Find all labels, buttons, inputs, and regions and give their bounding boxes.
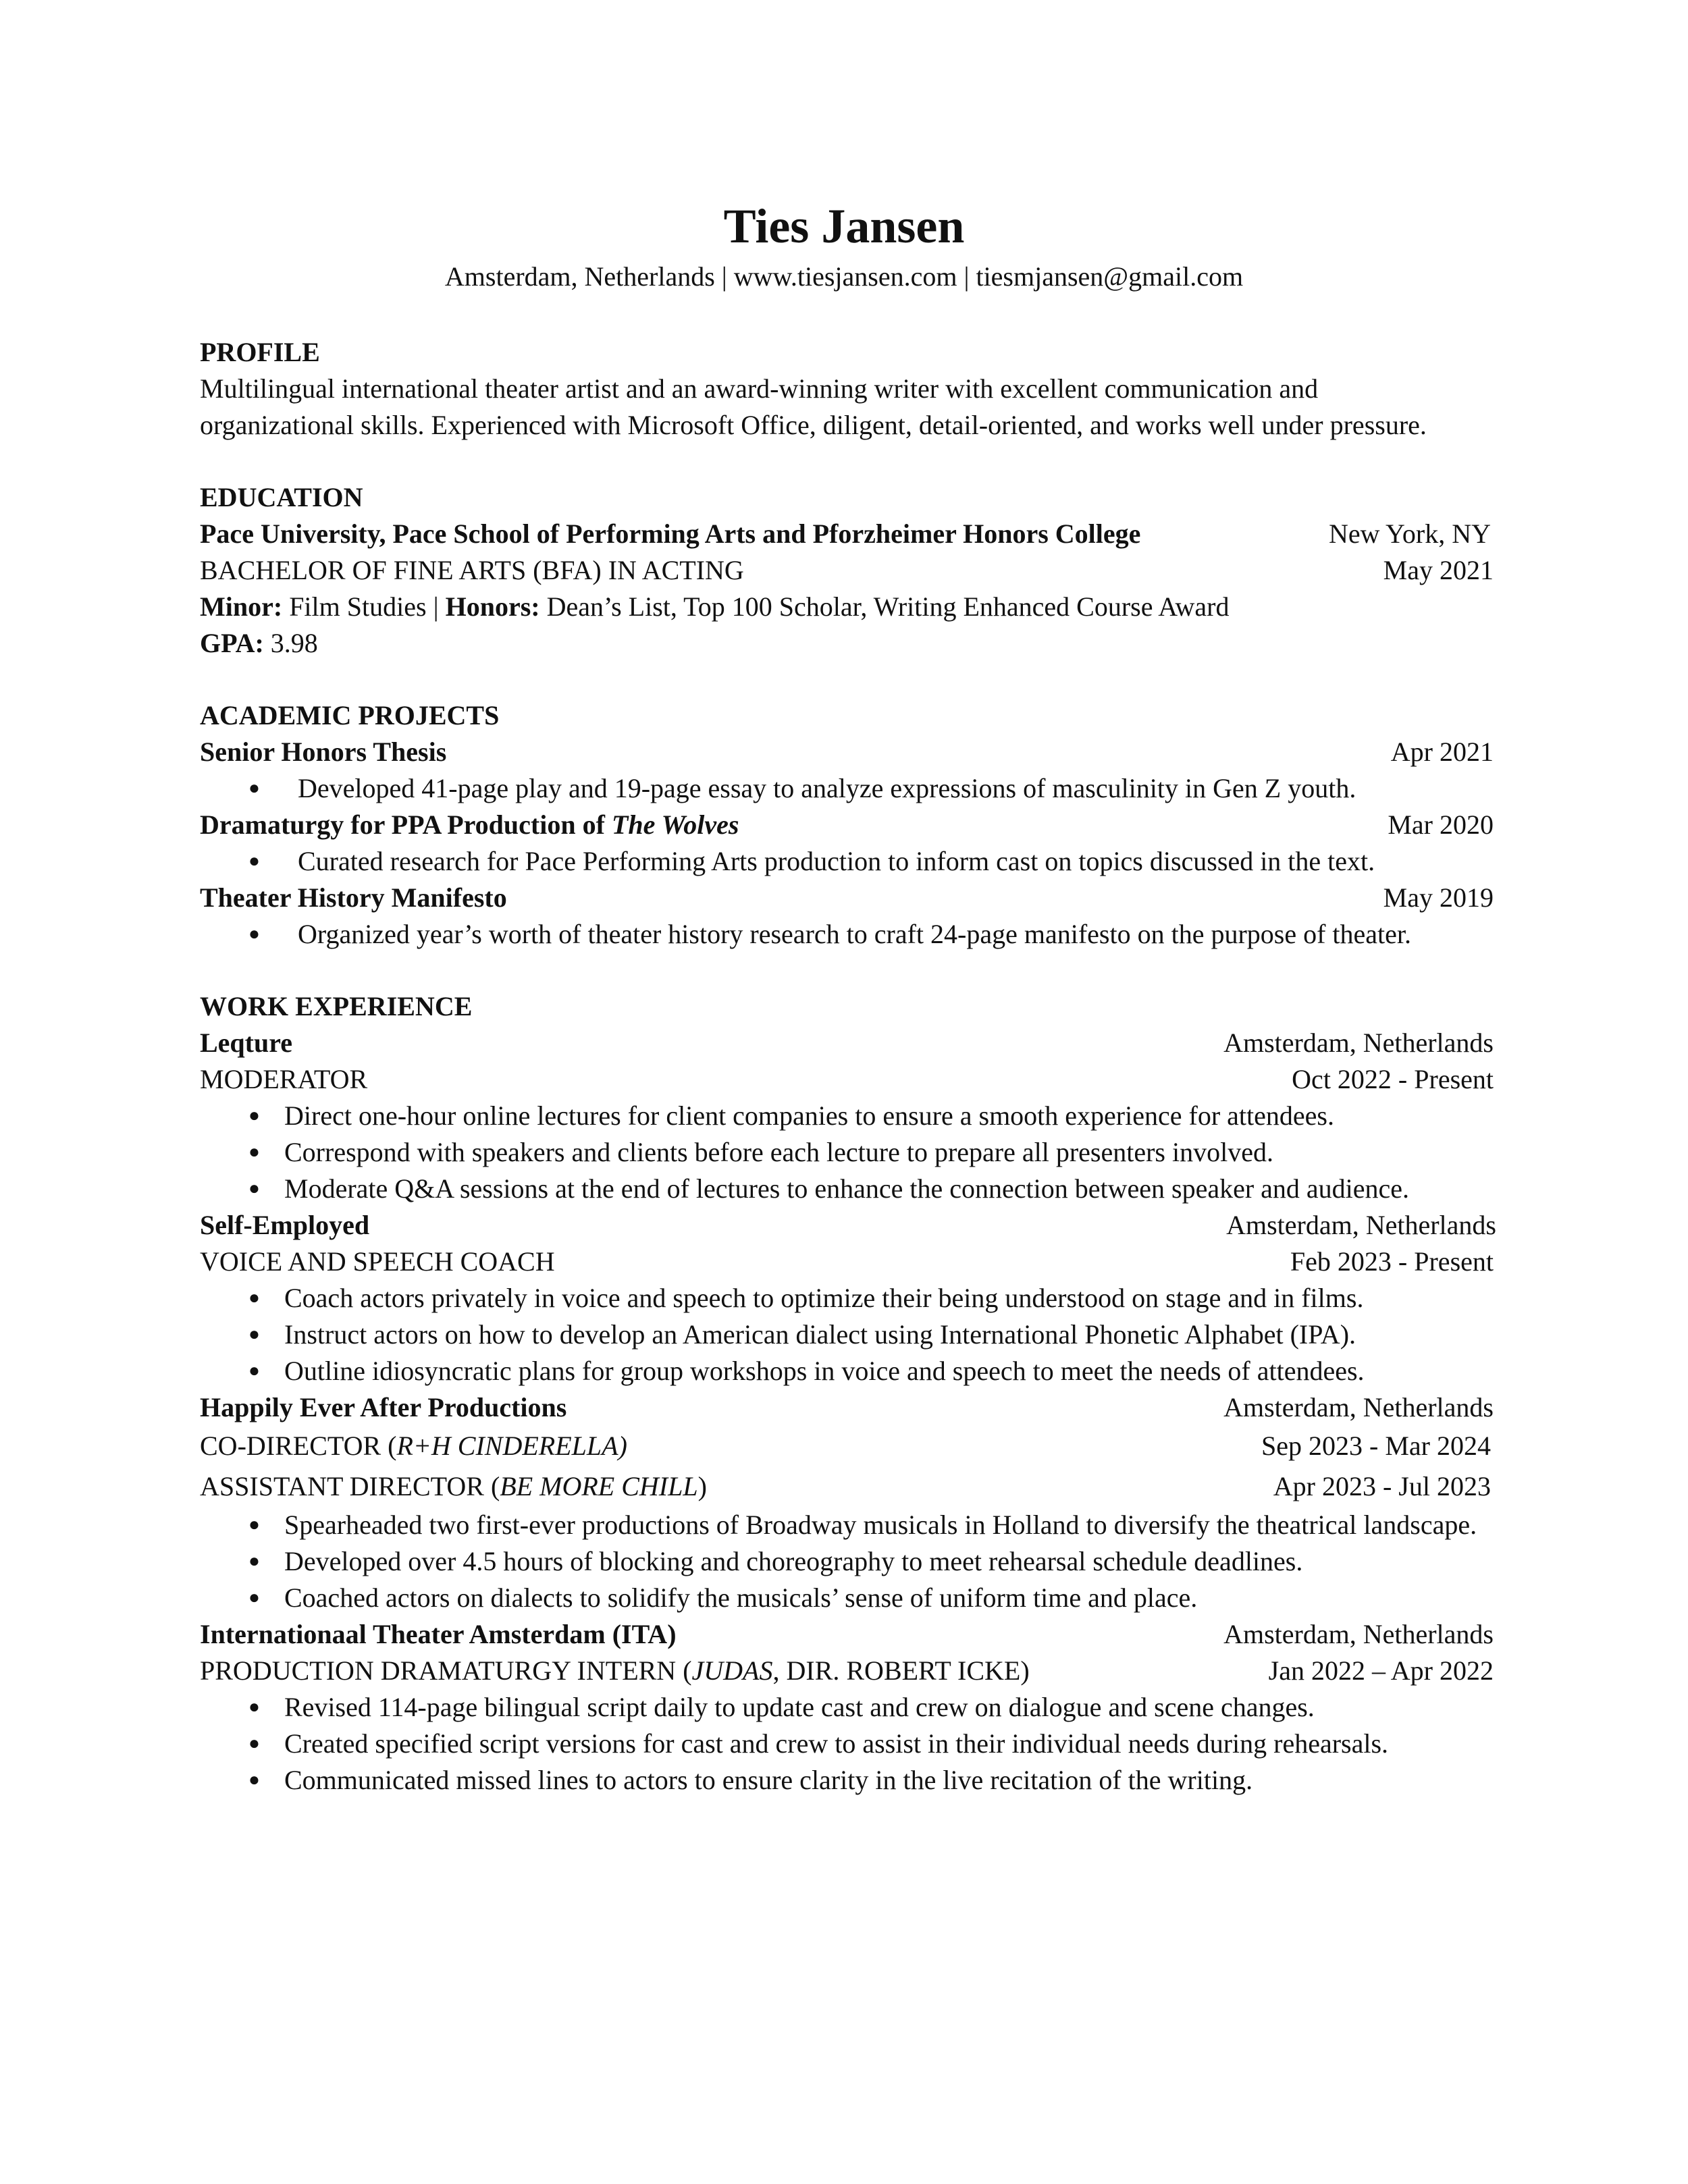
- honors-label: Honors:: [445, 591, 540, 622]
- project-date: May 2019: [1383, 882, 1494, 913]
- job-role: [200, 1466, 707, 1507]
- job-company-row: [200, 1616, 1503, 1653]
- job-role-prefix: PRODUCTION DRAMATURGY INTERN (: [200, 1655, 692, 1686]
- job-role-row: [200, 1244, 1503, 1280]
- work-section: [200, 988, 1503, 1799]
- education-degree-row: [200, 552, 1503, 589]
- project-title-prefix: Dramaturgy for PPA Production of: [200, 809, 612, 840]
- job-role-italic: R+H CINDERELLA): [396, 1431, 627, 1461]
- job-date: Apr 2023 - Jul 2023: [1273, 1471, 1491, 1501]
- job-company: Leqture: [200, 1028, 293, 1058]
- school-location: New York, NY: [1328, 518, 1491, 549]
- job-date: Oct 2022 - Present: [1292, 1064, 1494, 1094]
- job-company: Happily Ever After Productions: [200, 1392, 567, 1422]
- job-role-row: [200, 1653, 1503, 1689]
- minor-honors-line: [200, 589, 1503, 625]
- job-company: Internationaal Theater Amsterdam (ITA): [200, 1619, 677, 1649]
- job-role-row: [200, 1426, 1503, 1466]
- job-bullet: ● Developed over 4.5 hours of blocking and choreography to meet rehearsal schedule deadlines.: [200, 1543, 1503, 1580]
- project-title-italic: The Wolves: [611, 809, 739, 840]
- minor-value: Film Studies |: [282, 591, 446, 622]
- honors-value: Dean’s List, Top 100 Scholar, Writing Enhanced Course Award: [539, 591, 1230, 622]
- candidate-name: Ties Jansen: [723, 199, 965, 253]
- project-title-row: [200, 734, 1503, 770]
- job-role-row: [200, 1466, 1503, 1507]
- job-role: MODERATOR: [200, 1064, 368, 1094]
- project-date: Mar 2020: [1388, 809, 1494, 840]
- job-date: Feb 2023 - Present: [1290, 1246, 1494, 1277]
- degree: BACHELOR OF FINE ARTS (BFA) IN ACTING: [200, 555, 744, 585]
- project-title: Theater History Manifesto: [200, 882, 507, 913]
- job-bullet: ● Spearheaded two first-ever productions of Broadway musicals in Holland to diversify the theatrical landscape.: [200, 1507, 1503, 1543]
- project-title-row: [200, 880, 1503, 916]
- job-location: Amsterdam, Netherlands: [1223, 1619, 1494, 1649]
- projects-section: [200, 697, 1503, 953]
- job-date: Jan 2022 – Apr 2022: [1268, 1655, 1494, 1686]
- job-company-row: [200, 1389, 1503, 1426]
- job-bullet: ● Coach actors privately in voice and speech to optimize their being understood on stage and in films.: [200, 1280, 1503, 1316]
- job-location: Amsterdam, Netherlands: [1223, 1392, 1494, 1422]
- job-bullet: ● Direct one-hour online lectures for client companies to ensure a smooth experience for attendees.: [200, 1098, 1503, 1134]
- job-date: Sep 2023 - Mar 2024: [1261, 1431, 1491, 1461]
- education-section: [200, 479, 1503, 662]
- job-role: VOICE AND SPEECH COACH: [200, 1246, 555, 1277]
- profile-line: Multilingual international theater artist and an award-winning writer with excellent communication and: [200, 373, 1319, 404]
- minor-label: Minor:: [200, 591, 283, 622]
- project-bullet: ● Curated research for Pace Performing Arts production to inform cast on topics discussed in the text.: [200, 843, 1503, 880]
- job-bullet: ● Revised 114-page bilingual script daily to update cast and crew on dialogue and scene changes.: [200, 1689, 1503, 1726]
- job-role: [200, 1653, 1030, 1689]
- job-company-row: [200, 1207, 1503, 1244]
- degree-date: May 2021: [1383, 555, 1494, 585]
- job-role-italic: BE MORE CHILL: [500, 1471, 698, 1501]
- profile-line: organizational skills. Experienced with Microsoft Office, diligent, detail-oriented, and works well under pressure.: [200, 410, 1427, 440]
- profile-heading: PROFILE: [200, 337, 320, 367]
- project-date: Apr 2021: [1390, 737, 1494, 767]
- job-role-italic: JUDAS: [691, 1655, 773, 1686]
- education-heading: EDUCATION: [200, 482, 363, 512]
- job-bullet: ● Instruct actors on how to develop an American dialect using International Phonetic Alphabet (IPA).: [200, 1316, 1503, 1353]
- project-bullet: ● Organized year’s worth of theater history research to craft 24-page manifesto on the purpose of theater.: [200, 916, 1503, 953]
- project-title: Senior Honors Thesis: [200, 737, 447, 767]
- job-role-suffix: ): [697, 1471, 707, 1501]
- job-location: Amsterdam, Netherlands: [1223, 1028, 1494, 1058]
- job-bullet: ● Outline idiosyncratic plans for group workshops in voice and speech to meet the needs of attendees.: [200, 1353, 1503, 1389]
- job-role-suffix: , DIR. ROBERT ICKE): [772, 1655, 1030, 1686]
- job-role: [200, 1426, 627, 1466]
- job-role-prefix: ASSISTANT DIRECTOR (: [200, 1471, 500, 1501]
- project-title: [200, 807, 739, 843]
- job-bullet: ● Communicated missed lines to actors to ensure clarity in the live recitation of the writing.: [200, 1762, 1503, 1799]
- job-location: Amsterdam, Netherlands: [1226, 1210, 1496, 1240]
- gpa-value: 3.98: [263, 628, 318, 658]
- job-company-row: [200, 1025, 1503, 1061]
- profile-section: [200, 334, 1503, 444]
- job-bullet: ● Correspond with speakers and clients before each lecture to prepare all presenters involved.: [200, 1134, 1503, 1171]
- projects-heading: ACADEMIC PROJECTS: [200, 700, 500, 730]
- work-heading: WORK EXPERIENCE: [200, 991, 473, 1021]
- school-name: Pace University, Pace School of Performing Arts and Pforzheimer Honors College: [200, 518, 1141, 549]
- job-role-prefix: CO-DIRECTOR (: [200, 1431, 397, 1461]
- gpa-label: GPA:: [200, 628, 264, 658]
- project-title-row: [200, 807, 1503, 843]
- job-company: Self-Employed: [200, 1210, 370, 1240]
- job-role-row: [200, 1061, 1503, 1098]
- resume-body: [200, 334, 1503, 1799]
- job-bullet: ● Created specified script versions for cast and crew to assist in their individual needs during rehearsals.: [200, 1726, 1503, 1762]
- job-bullet: ● Coached actors on dialects to solidify the musicals’ sense of uniform time and place.: [200, 1580, 1503, 1616]
- education-school-row: [200, 516, 1503, 552]
- project-bullet: ● Developed 41-page play and 19-page essay to analyze expressions of masculinity in Gen Z youth.: [200, 770, 1503, 807]
- job-bullet: ● Moderate Q&A sessions at the end of lectures to enhance the connection between speaker and audience.: [200, 1171, 1503, 1207]
- contact-line: Amsterdam, Netherlands | www.tiesjansen.com | tiesmjansen@gmail.com: [444, 261, 1244, 292]
- gpa-line: [200, 625, 1503, 662]
